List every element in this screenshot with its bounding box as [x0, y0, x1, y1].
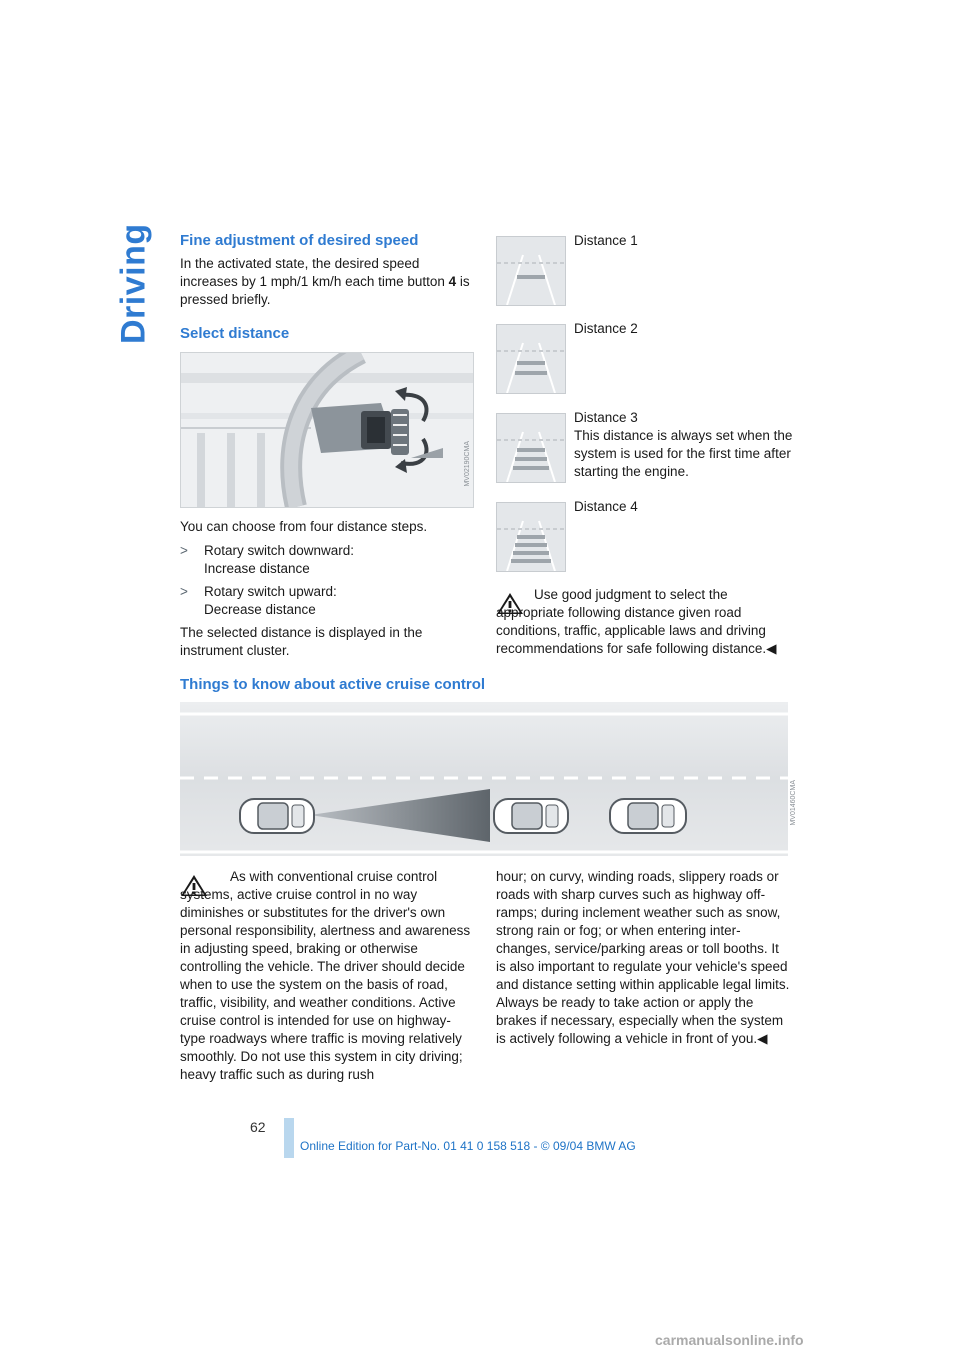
distance-2-thumbnail [496, 324, 566, 394]
distance-3-thumbnail [496, 413, 566, 483]
distance-1-thumbnail [496, 236, 566, 306]
distance-warning [496, 586, 790, 658]
distance-4-label: Distance 4 [574, 499, 638, 514]
edition-note: Online Edition for Part-No. 01 41 0 158 518 - © 09/04 BMW AG [300, 1139, 636, 1153]
rotary-switch-list [180, 542, 474, 619]
select-distance-section [180, 325, 474, 342]
distance-3-label: Distance 3 This distance is always set when the system is used for the first time after starting the engine. [574, 410, 793, 479]
list-item: > Rotary switch upward: Decrease distance [180, 584, 337, 617]
end-mark: ◀ [757, 1031, 768, 1046]
distance-2-label: Distance 2 [574, 321, 638, 336]
end-mark: ◀ [766, 641, 777, 656]
distance-warning-text: Use good judgment to select the appropriate following distance given road conditions, traffic, applicable laws and driving recommendations for safe following distance. [496, 587, 767, 656]
section-title: Driving [114, 223, 153, 345]
list-item: > Rotary switch downward: Increase distance [180, 543, 355, 576]
select-distance-closing: The selected distance is displayed in the instrument cluster. [180, 625, 423, 658]
things-to-know-heading: Things to know about active cruise control [180, 676, 486, 693]
distance-4-thumbnail [496, 502, 566, 572]
button-ref: 4 [448, 274, 457, 289]
fine-adjust-text: In the activated state, the desired speed increases by 1 mph/1 km/h each time button 4 is pressed briefly. [180, 256, 470, 307]
fine-adjust-heading: Fine adjustment of desired speed [180, 232, 419, 249]
rotary-switch-illustration [181, 353, 473, 507]
distance-1-label: Distance 1 [574, 233, 638, 248]
rotary-switch-figure [180, 352, 474, 508]
select-distance-intro: You can choose from four distance steps. [180, 519, 428, 534]
select-distance-body [180, 518, 474, 660]
cruise-warning-left [180, 868, 474, 1084]
things-to-know-section [180, 676, 780, 693]
distance-3-note: This distance is always set when the system is used for the first time after starting the engine. [574, 428, 793, 479]
road-illustration [180, 702, 788, 856]
page-number: 62 [250, 1119, 266, 1135]
select-distance-heading: Select distance [180, 325, 290, 342]
footer-bar [284, 1118, 294, 1158]
site-watermark: carmanualsonline.info [655, 1332, 804, 1348]
following-distance-figure [180, 702, 788, 856]
cruise-warning-right [496, 868, 790, 1048]
fine-adjust-section [180, 232, 474, 309]
cruise-warning-text-left: As with conventional cruise control systems, active cruise control in no way diminishes or substitutes for the driver's own personal responsibility, alertness and awareness in adjusting speed, braking or otherwise controlling the vehicle. The driver should decide when to use the system on the basis of road, traffic, visibility, and weather conditions. Active cruise control is intended for use on highway-type roadways where traffic is moving relatively smoothly. Do not use this system in city driving; heavy traffic such as during rush [180, 869, 471, 1082]
figure-code: MV01460CMA [790, 780, 797, 826]
cruise-warning-text-right: hour; on curvy, winding roads, slippery roads or roads with sharp curves such as highway off-ramps; during inclement weather such as snow, strong rain or fog; or when entering inter-changes, service/parking areas or toll booths. It is also important to regulate your vehicle's speed and distance setting within applicable legal limits. Always be ready to take action or apply the brakes if necessary, especially when the system is actively following a vehicle in front of you. [496, 869, 790, 1046]
figure-code: MV02190CMA [464, 441, 471, 487]
